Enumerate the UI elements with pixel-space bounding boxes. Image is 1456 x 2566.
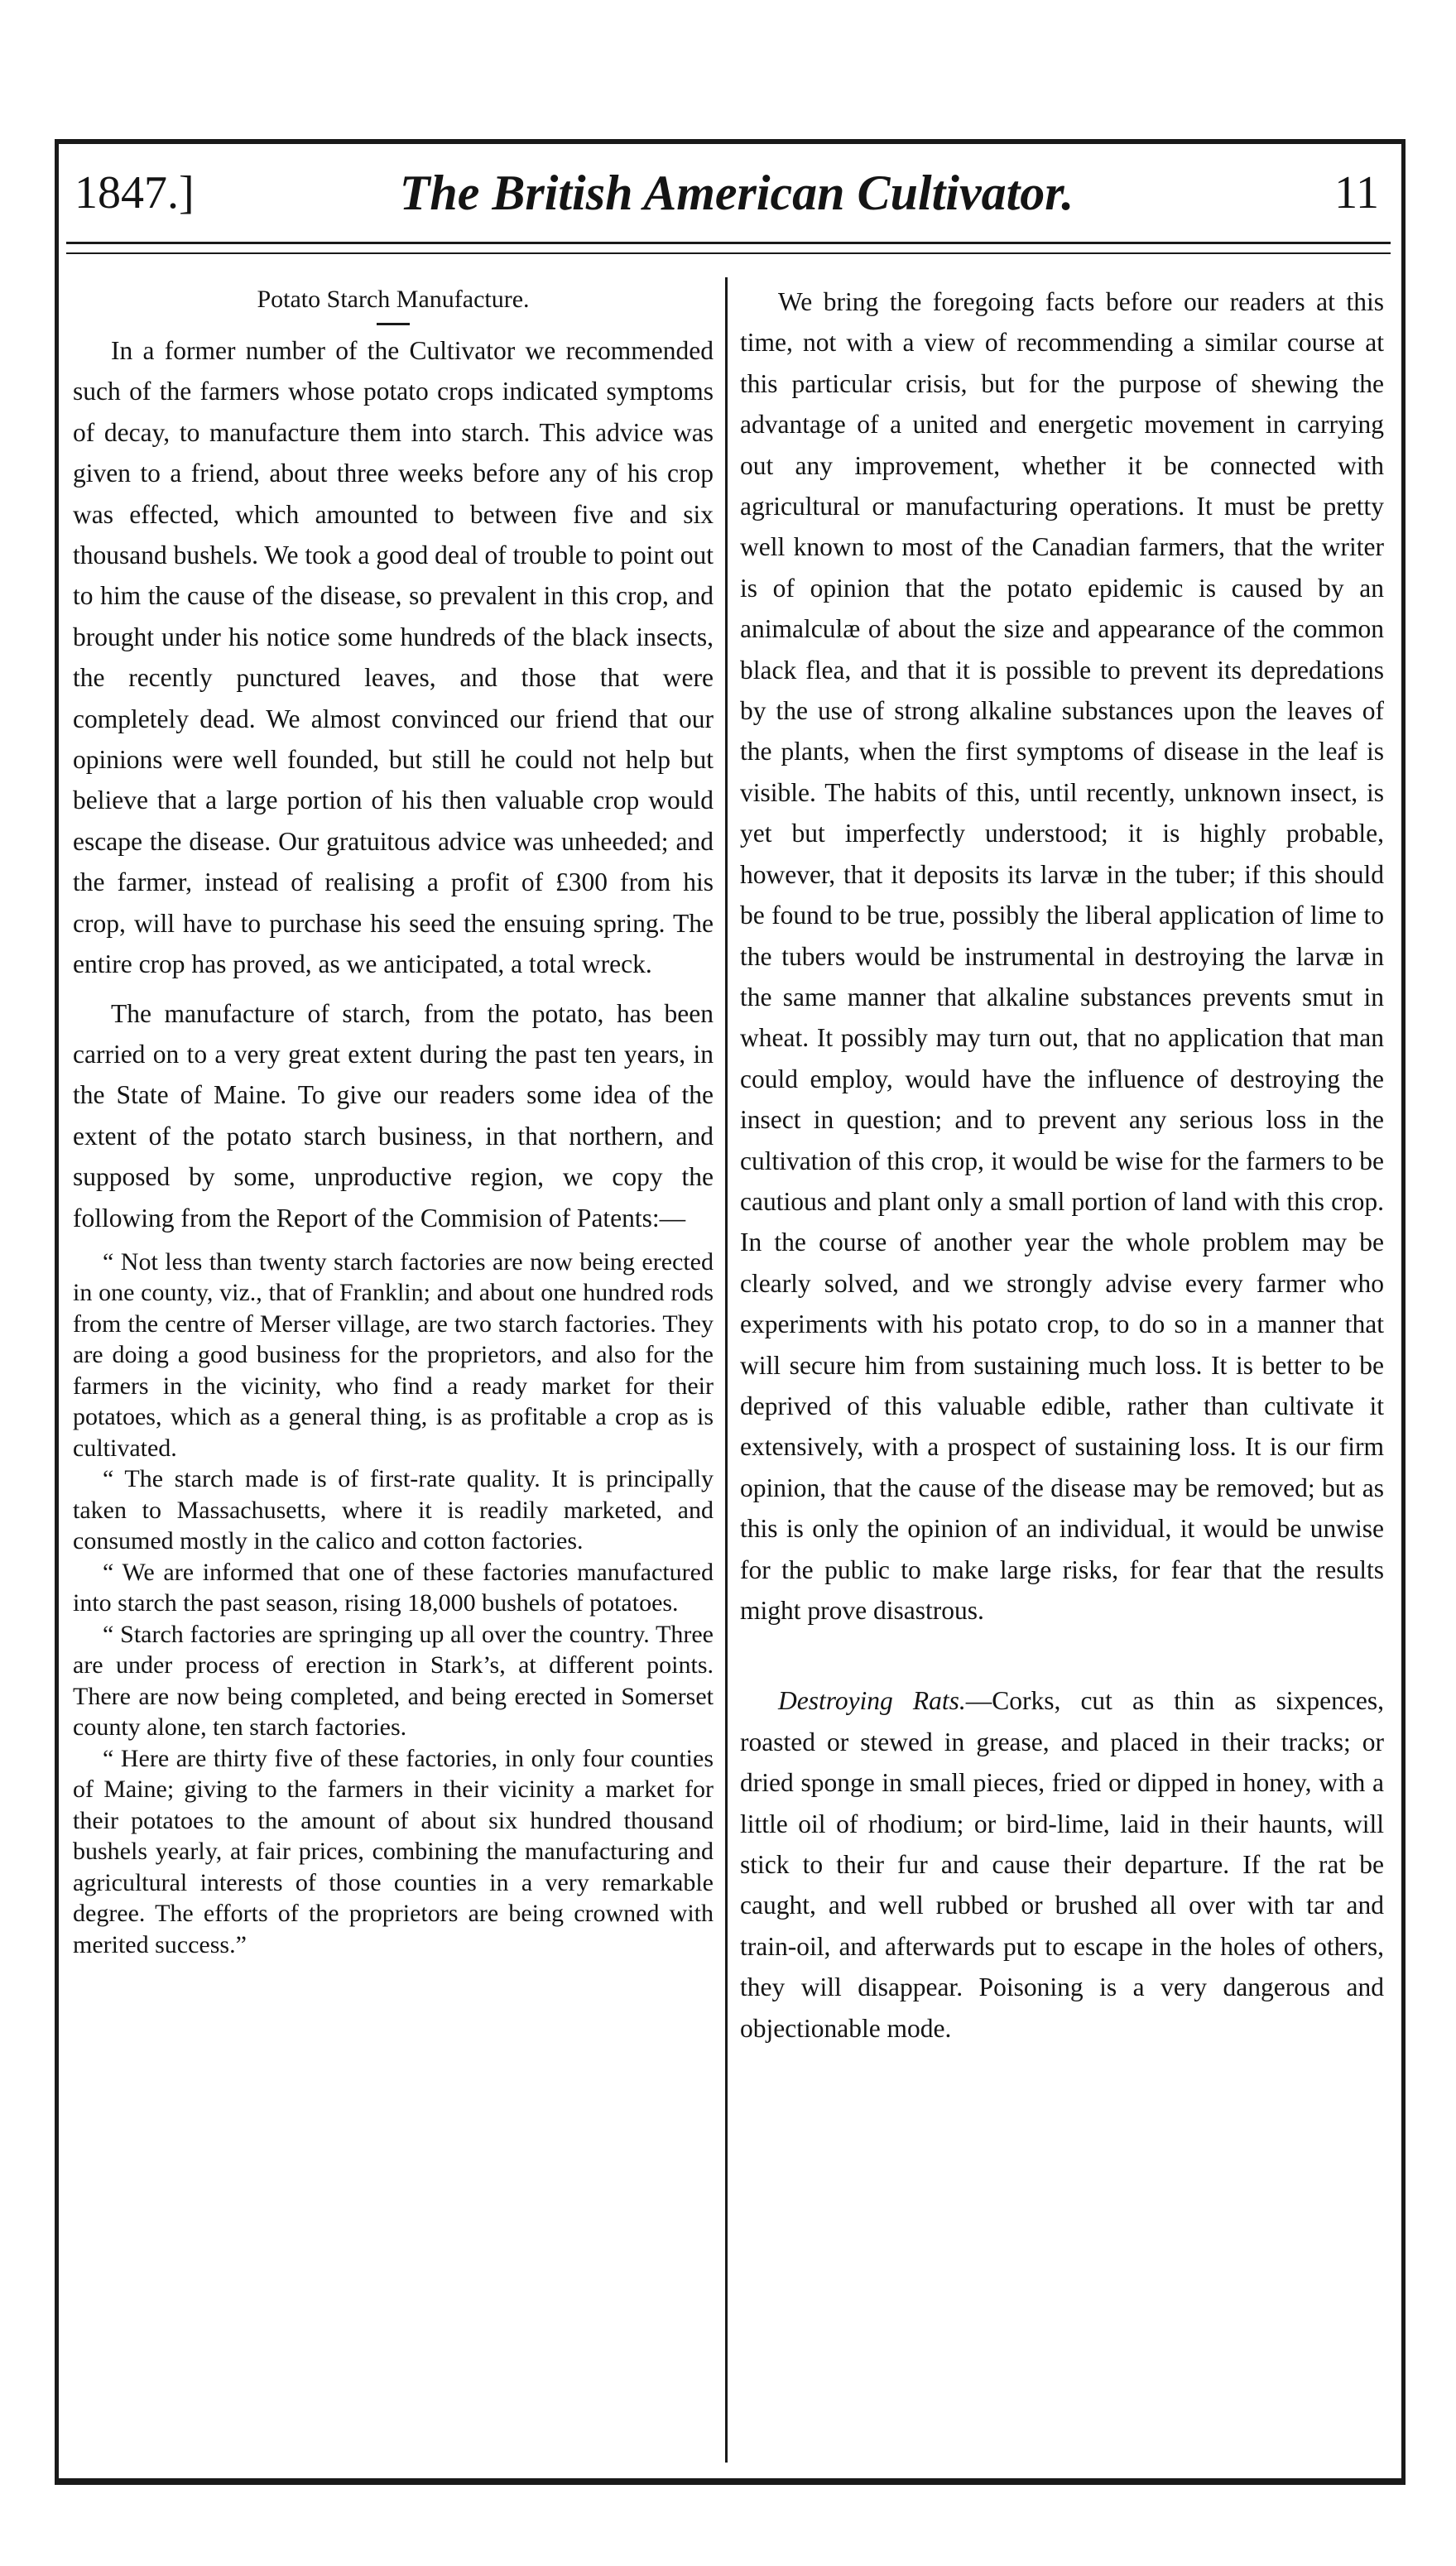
quote-paragraph: “ Starch factories are springing up all over the country. Three are under process of erection in Stark’s, at different points. There are now being completed, and being erected in Somerset county alone, ten starch factories. xyxy=(73,1620,714,1742)
running-head-title: The British American Cultivator. xyxy=(399,166,1074,220)
left-column xyxy=(73,281,714,1960)
rats-title: Destroying Rats. xyxy=(778,1686,966,1716)
column-divider xyxy=(725,277,728,2463)
section-gap xyxy=(740,1631,1384,1680)
rats-body: —Corks, cut as thin as sixpences, roasted or stewed in grease, and placed in their tracks; or dried sponge in small pieces, fried or dipped in honey, with a little oil of rhodium; or bird-lime, laid in their haunts, will stick to their fur and cause their departure. If the rat be caught, and well rubbed or brushed all over with tar and train-oil, and afterwards put to escape in the holes of others, they will disappear. Poisoning is a very dangerous and objectionable mode. xyxy=(740,1686,1384,2043)
page-number: 11 xyxy=(1334,167,1379,219)
quote-paragraph: “ Not less than twenty starch factories are now being erected in one county, viz., that of Franklin; and about one hundred rods from the centre of Merser village, are two starch factories. They are doing a good business for the proprietors, and also for the farmers in the vicinity, who find a ready market for their potatoes, which as a general thing, is as profitable a crop as is cultivated. xyxy=(73,1247,714,1462)
rats-paragraph xyxy=(740,1680,1384,2049)
quote-paragraph: “ Here are thirty five of these factories, in only four counties of Maine; giving to the farmers in their vicinity a market for their potatoes to the amount of about six hundred thousand bushels yearly, at fair prices, combining the manufacturing and agricultural interests of those counties in a very remarkable degree. The efforts of the proprietors are being crowned with merited success.” xyxy=(73,1744,714,1958)
running-head-year: 1847.] xyxy=(74,167,195,219)
running-head xyxy=(74,164,1399,230)
right-column xyxy=(740,281,1384,2049)
quote-paragraph: “ The starch made is of first-rate quality. It is principally taken to Massachusetts, where it is readily marketed, and consumed mostly in the calico and cotton factories. xyxy=(73,1465,714,1555)
article-paragraph: The manufacture of starch, from the potato, has been carried on to a very great extent during the past ten years, in the State of Maine. To give our readers some idea of the extent of the potato starch business, in that northern, and supposed by some, unproductive region, we copy the following from the Report of the Commision of Patents:— xyxy=(73,998,714,1233)
heading-rule xyxy=(377,323,410,325)
article-paragraph: In a former number of the Cultivator we recommended such of the farmers whose potato crops indicated symptoms of decay, to manufacture them into starch. This advice was given to a friend, about three weeks before any of his crop was effected, which amounted to between five and six thousand bushels. We took a good deal of trouble to point out to him the cause of the disease, so prevalent in this crop, and brought under his notice some hundreds of the black insects, the recently punctured leaves, and those that were completely dead. We almost convinced our friend that our opinions were well founded, but still he could not help but believe that a large portion of his then valuable crop would escape the disease. Our gratuitous advice was unheeded; and the farmer, instead of realising a profit of £300 from his crop, will have to purchase his seed the ensuing spring. The entire crop has proved, as we anticipated, a total wreck. xyxy=(73,336,714,979)
patent-report-quote xyxy=(73,1247,714,1961)
header-rule xyxy=(66,242,1391,254)
quote-paragraph: “ We are informed that one of these factories manufactured into starch the past season, rising 18,000 bushels of potatoes. xyxy=(73,1558,714,1617)
article-heading: Potato Starch Manufacture. xyxy=(257,286,530,313)
article-paragraph: We bring the foregoing facts before our readers at this time, not with a view of recommending a similar course at this particular crisis, but for the purpose of shewing the advantage of a united and energetic movement in carrying out any improvement, whether it be connected with agricultural or manufacturing operations. It must be pretty well known to most of the Canadian farmers, that the writer is of opinion that the potato epidemic is caused by an animalculæ of about the size and appearance of the common black flea, and that it is possible to prevent its depredations by the use of strong alkaline substances upon the leaves of the plants, when the first symptoms of disease in the leaf is visible. The habits of this, until recently, unknown insect, is yet but imperfectly understood; it is highly probable, however, that it deposits its larvæ in the tuber; if this should be found to be true, possibly the liberal application of lime to the tubers would be instrumental in destroying the larvæ in the same manner that alkaline substances prevents smut in wheat. It possibly may turn out, that no application that man could employ, would have the influence of destroying the insect in question; and to prevent any serious loss in the cultivation of this crop, it would be wise for the farmers to be cautious and plant only a small portion of land with this crop. In the course of another year the whole problem may be clearly solved, and we strongly advise every farmer who experiments with his potato crop, to do so in a manner that will secure him from sustaining much loss. It is better to be deprived of this valuable edible, rather than cultivate it extensively, with a prospect of sustaining loss. It is our firm opinion, that the cause of the disease may be removed; but as this is only the opinion of an individual, it would be unwise for the public to make large risks, for fear that the results might prove disastrous. xyxy=(740,287,1384,1625)
